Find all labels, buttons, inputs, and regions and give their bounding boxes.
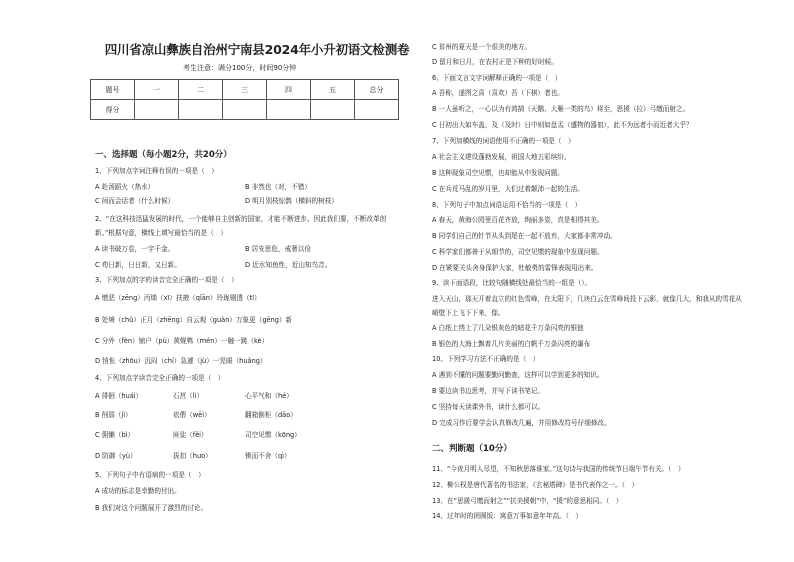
score-header-cell: 二: [179, 80, 223, 100]
section-heading-choice: 一、选择题（每小题2分，共20分）: [95, 150, 232, 160]
question-line: 4、下列加点字读音完全正确的一项是（ ）: [95, 374, 225, 382]
question-line: D 在紧要关头舍身保护大家，牡敏勇的雷锋表现用出来。: [432, 264, 598, 272]
question-line: D 悄怅（zhōu）沉闷（chí）急遽（jù）一晃眼（huǎng）: [95, 357, 267, 365]
question-line: C 间而会话者（什么时候）: [95, 197, 175, 205]
question-line: D 完成习作后要学会认真修改几遍，并用修改符号仔细修改。: [432, 419, 611, 427]
question-line: 11、“今夜月明人尽望，不知秋思落谁家。”这句诗与我国的传统节日端午节有关。（ ）: [432, 465, 685, 473]
question-line: 1、下列加点字词注释有误的一项是（ ）: [95, 167, 218, 175]
question-line: A 白纸上绣上了几朵银灰色的暗花千万条闪亮的银链: [432, 324, 584, 332]
question-line: A 遇到不懂的问题要勤问勤查，这样可以学到更多的知识。: [432, 371, 604, 379]
question-line: B 银色的大海上飘着几片美丽的白帆千万条闪亮的瀑布: [432, 340, 591, 348]
question-line: 司空见惯（kōng）: [245, 431, 301, 439]
question-line: 峭壁下上飞下下来，像。: [432, 309, 505, 317]
question-line: 3、下列加点的字的读音完全正确的一项是（ ）: [95, 276, 238, 284]
question-line: A 读书破万卷，一字千金。: [95, 245, 175, 253]
question-line: B 我们对这个问题展开了激烈的讨论。: [95, 504, 208, 512]
question-line: 9、读下面语段，比较句随横线处最恰当的一组是（）。: [432, 279, 592, 287]
question-line: C 苟日新，日日新，又日新。: [95, 261, 181, 269]
question-line: A 成功的标志是幸勤的付出。: [95, 487, 181, 495]
question-line: 石莒（lì）: [173, 392, 204, 400]
question-line: C 在兵荒马乱的岁月里，人们过着颠沛一起的生活。: [432, 185, 584, 193]
question-line: A 赴汤蹈火（热水）: [95, 183, 155, 191]
question-line: C 佣懒（bì）: [95, 431, 135, 439]
score-header-cell: 四: [267, 80, 311, 100]
question-line: 2、“在这科技迅猛发展的时代，一个能够自主创新的国家，才能不断进步。因此我们要，不断改革创: [95, 215, 387, 223]
question-line: C 贫州的夏天是一个很美的地方。: [432, 43, 532, 51]
question-line: B 处境（chǔ）正月（zhēng）自云观（guàn）万象更（gēng）新: [95, 316, 293, 324]
question-line: B 要边读书边思考，并写下读书笔记。: [432, 387, 545, 395]
question-line: B 同学们自己的针节从头到尾在一起不放弃，大家都非常冲动。: [432, 232, 617, 240]
question-line: 翻箱倒柜（dǎo）: [245, 411, 297, 419]
question-line: 新。”根据句意，横线上填写最恰当的是（ ）: [95, 229, 227, 237]
question-line: C 分外（fèn）铺户（pù）黄蚬鸭（mén）一触一跳（kè）: [95, 337, 269, 345]
question-line: A 徘徊（huái）: [95, 392, 143, 400]
section-heading-judge: 二、判断题（10分）: [432, 444, 512, 454]
score-header-cell: 题号: [91, 80, 135, 100]
question-line: C 日初出大如车盖，及（及时）日中则如盘盂（盛物的器皿），此不为远者小而近者大乎？: [432, 121, 693, 129]
score-cell: [267, 100, 311, 120]
score-header-cell: 三: [223, 80, 267, 100]
score-table: [90, 79, 399, 120]
question-line: 13、在“思援弓缴而射之”“抗美援朝”中，“援”的意思相同。（ ）: [432, 497, 623, 505]
question-line: B 这种现象司空见惯，也却能从中发现问题。: [432, 169, 564, 177]
score-row-label: 得分: [91, 100, 135, 120]
question-line: B 一人虽听之，一心以为有鸿鹄（天鹅、大雁一类的鸟）将至，思援（拉）弓缴而射之。: [432, 105, 690, 113]
question-line: 依偎（wēi）: [173, 411, 211, 419]
question-line: 7、下列加横线的词语使用不正确的一项是（ ）: [432, 137, 575, 145]
question-line: D 防御（yù）: [95, 452, 137, 460]
question-line: 匪徒（fěi）: [173, 431, 208, 439]
question-line: 进入天山，那天开着直立的红色雪峰，在太阳下，几块白云在雪峰间投下云影，就像几大，和我从的雪花从: [432, 295, 742, 303]
exam-note: 考生注意：满分100分，时间90分钟: [183, 64, 297, 72]
question-line: A 憎恶（zēng）丙烯（xī）扶掖（qǐān）玲珑剔透（tī）: [95, 294, 261, 302]
question-line: A 社会主义建设蓬勃发展，祖国大地五彩缤纷。: [432, 153, 571, 161]
score-header-cell: 总分: [355, 80, 399, 100]
score-cell: [179, 100, 223, 120]
question-line: 12、柳公权是唐代著名的书法家，《玄秘塔碑》是书代表作之一。（ ）: [432, 481, 639, 489]
score-table-score-row: [91, 100, 399, 120]
exam-title: 四川省凉山彝族自治州宁南县2024年小升初语文检测卷: [104, 42, 410, 57]
score-cell: [311, 100, 355, 120]
score-cell: [223, 100, 267, 120]
question-line: A 春天，黄海公园里百花齐放，绚丽多姿，真是相得其美。: [432, 216, 604, 224]
score-header-cell: 五: [311, 80, 355, 100]
score-header-cell: 一: [135, 80, 179, 100]
question-line: 10、下列学习方法不正确的是（ ）: [432, 355, 540, 363]
question-line: B 非然也（对，不错）: [245, 183, 311, 191]
question-line: B 居安思危，戒奢以俭: [245, 245, 311, 253]
question-line: B 削弱（jì）: [95, 411, 132, 419]
score-cell: [135, 100, 179, 120]
question-line: 14、过年时的团圆饭：寓意万事如意年年高。（ ）: [432, 512, 583, 520]
question-line: A 吾称，遂图之喜（喜欢）吾（下棋）者也。: [432, 89, 564, 97]
question-line: C 坚持每天读课外书，读什么都可以。: [432, 403, 545, 411]
score-cell: [355, 100, 399, 120]
question-line: 8、下列句子中加点词语运用不恰当的一项是（ ）: [432, 201, 582, 209]
question-line: D 留月和日月，在农村正是下种的好时候。: [432, 58, 558, 66]
question-line: D 近水知鱼性，近山知鸟音。: [245, 261, 332, 269]
score-table-header-row: [91, 80, 399, 100]
question-line: 6、下面文言文字词解释正确的一项是（ ）: [432, 74, 562, 82]
question-line: 5、下列句子中有语病的一项是（ ）: [95, 471, 205, 479]
question-line: D 明月别枝惊鹊（横斜的树枝）: [245, 197, 338, 205]
question-line: C 科学家们都善于从细节的，司空见惯的现象中发现问题。: [432, 248, 604, 256]
question-line: 锲而不舍（qì）: [245, 452, 291, 460]
question-line: 拔扣（huo）: [173, 452, 212, 460]
question-line: 心平气和（hé）: [245, 392, 293, 400]
